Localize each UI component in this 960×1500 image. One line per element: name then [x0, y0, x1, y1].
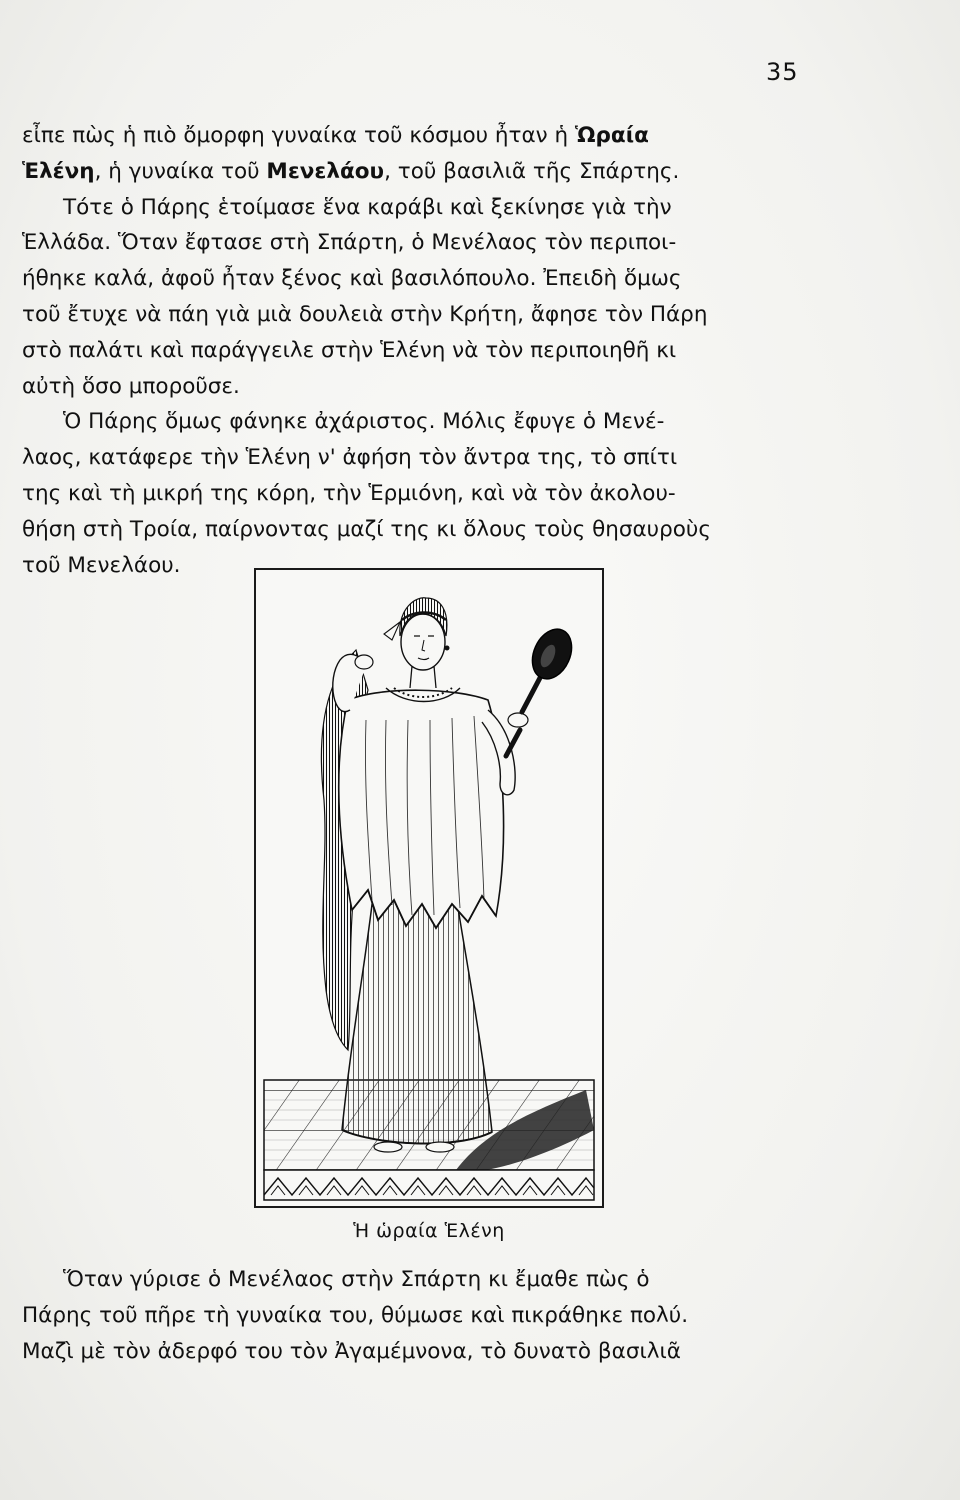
text-line: [22, 225, 842, 261]
text-line: [22, 440, 842, 476]
text-line: [22, 154, 842, 190]
text-line: [22, 1262, 842, 1298]
text-line: [22, 1334, 842, 1370]
text-segment: εἶπε πὼς ἡ πιὸ ὄμορφη γυναίκα τοῦ κόσμου ἦταν ἡ: [22, 123, 575, 148]
bold-text: Μενελάου: [266, 158, 385, 184]
text-line: [22, 190, 842, 226]
illustration-helen: [254, 568, 604, 1208]
text-line: [22, 1298, 842, 1334]
text-segment: αὐτὴ ὅσο μποροῦσε.: [22, 373, 240, 399]
text-line: [22, 369, 842, 405]
text-line: [22, 333, 842, 369]
paragraph-bottom: [22, 1262, 842, 1369]
bold-text: Ἑλένη: [22, 158, 95, 184]
text-segment: , τοῦ βασιλιᾶ τῆς Σπάρτης.: [384, 158, 680, 184]
text-segment: Τότε ὁ Πάρης ἑτοίμασε ἕνα καράβι καὶ ξεκίνησε γιὰ τὴν: [22, 194, 672, 220]
text-segment: Ὁ Πάρης ὅμως φάνηκε ἀχάριστος. Μόλις ἔφυγε ὁ Μενέ-: [22, 409, 665, 435]
text-line: [22, 297, 842, 333]
figure-caption: Ἡ ὡραία Ἑλένη: [353, 1220, 505, 1242]
text-line: [22, 118, 842, 154]
text-line: [22, 476, 842, 512]
text-segment: θήση στὴ Τροία, παίρνοντας μαζί της κι ὅλους τοὺς θησαυροὺς: [22, 516, 711, 542]
text-line: [22, 261, 842, 297]
text-segment: Ὅταν γύρισε ὁ Μενέλαος στὴν Σπάρτη κι ἔμαθε πὼς ὁ: [22, 1267, 650, 1292]
text-segment: λαος, κατάφερε τὴν Ἑλένη ν' ἀφήση τὸν ἄντρα της, τὸ σπίτι: [22, 445, 678, 471]
text-segment: Μαζὶ μὲ τὸν ἀδερφό του τὸν Ἀγαμέμνονα, τὸ δυνατὸ βασιλιᾶ: [22, 1338, 681, 1364]
text-line: [22, 512, 842, 548]
helen-with-mirror-drawing: [256, 570, 602, 1206]
text-segment: Ἑλλάδα. Ὅταν ἔφτασε στὴ Σπάρτη, ὁ Μενέλαος τὸν περιποι-: [22, 230, 677, 256]
page-number: 35: [766, 58, 799, 86]
text-line: [22, 404, 842, 440]
text-segment: στὸ παλάτι καὶ παράγγειλε στὴν Ἑλένη νὰ τὸν περιποιηθῆ κι: [22, 337, 677, 363]
bold-text: Ὡραία: [574, 123, 649, 148]
text-segment: της καὶ τὴ μικρή της κόρη, τὴν Ἑρμιόνη, καὶ νὰ τὸν ἀκολου-: [22, 480, 676, 506]
paragraph-top: [22, 118, 842, 583]
text-segment: τοῦ ἔτυχε νὰ πάη γιὰ μιὰ δουλειὰ στὴν Κρήτη, ἄφησε τὸν Πάρη: [22, 301, 708, 327]
text-segment: ήθηκε καλά, ἀφοῦ ἦταν ξένος καὶ βασιλόπουλο. Ἐπειδὴ ὅμως: [22, 266, 682, 292]
text-segment: τοῦ Μενελάου.: [22, 552, 181, 578]
text-segment: Πάρης τοῦ πῆρε τὴ γυναίκα του, θύμωσε καὶ πικράθηκε πολύ.: [22, 1302, 689, 1328]
text-segment: , ἡ γυναίκα τοῦ: [94, 158, 267, 184]
